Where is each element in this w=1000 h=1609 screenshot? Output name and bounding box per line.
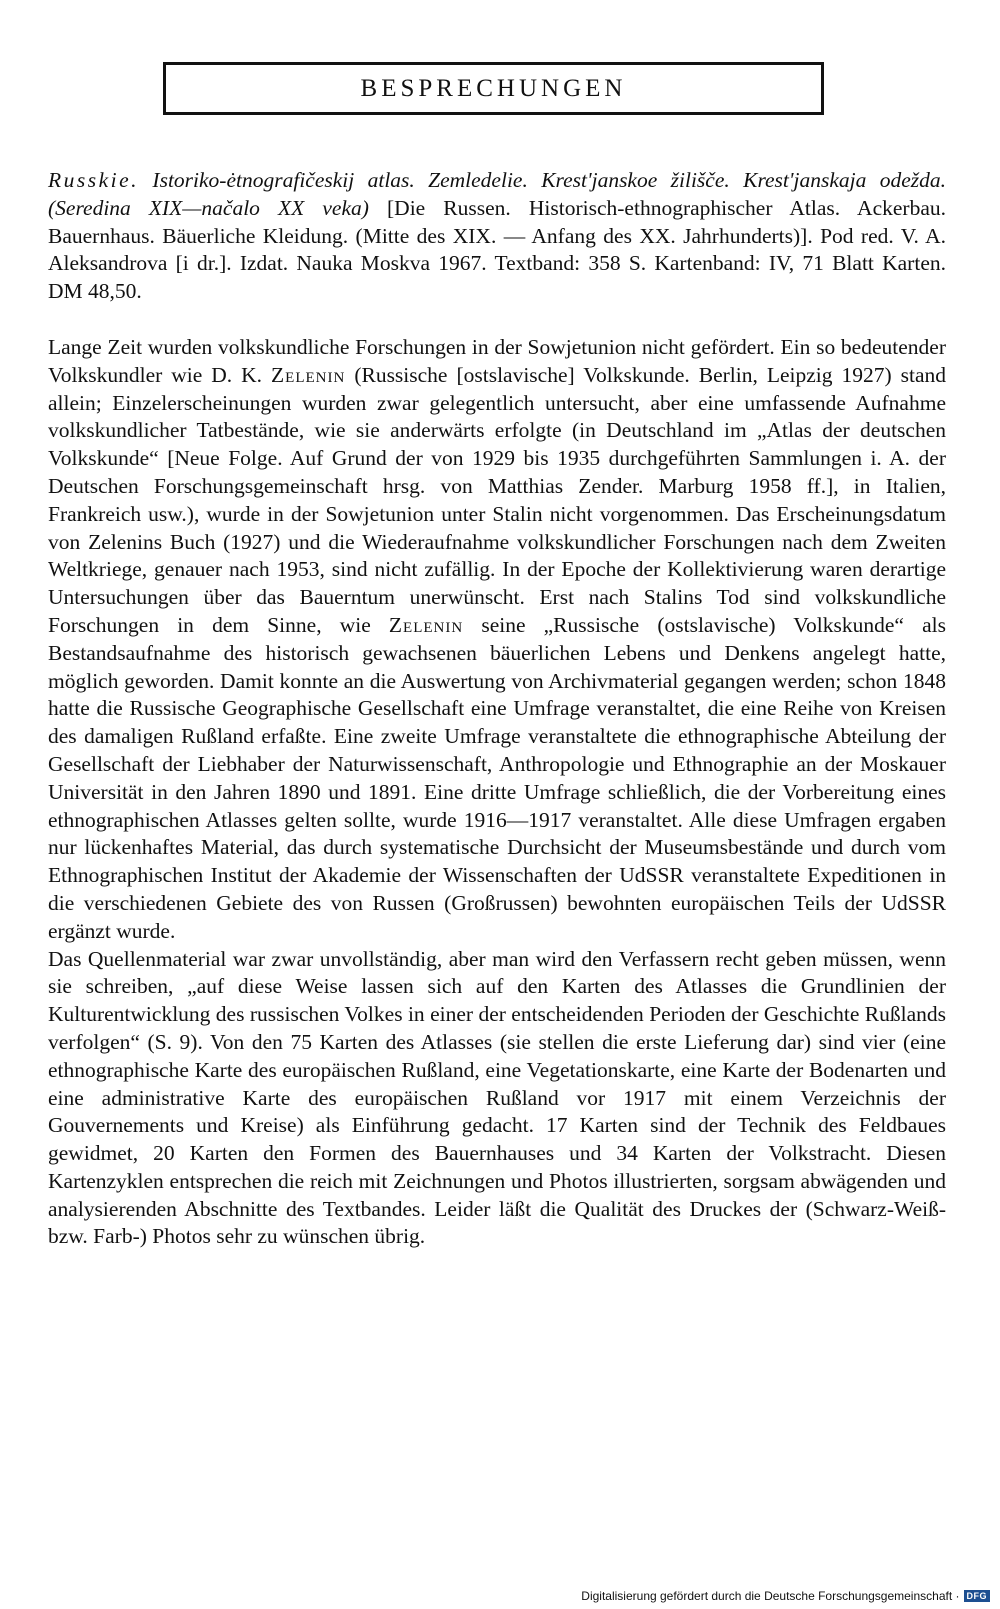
paragraph-2-text: Das Quellenmaterial war zwar unvollständig, aber man wird den Verfassern recht geben müssen, wenn sie schreiben, „auf diese Weise lassen sich auf den Karten des Atlasses die Grundlinien der Kulturentwicklung des russischen Volkes in einer der entscheidenden Perioden der Geschichte Rußlands verfolgen“ (S. 9). Von den 75 Karten des Atlasses (sie stellen die erste Lieferung dar) sind vier (eine ethnographische Karte des europäischen Rußland, eine Vegetationskarte, eine Karte der Bodenarten und eine administrative Karte des europäischen Rußland vor 1917 mit einem Verzeichnis der Gouvernements und Kreise) als Einführung gedacht. 17 Karten sind der Technik des Feldbaues gewidmet, 20 Karten den Formen des Bauernhauses und 34 Karten der Volkstracht. Diesen Kartenzyklen entsprechen die reich mit Zeichnungen und Photos illustrierten, sorgsam abwägenden und analysierenden Abschnitte des Textbandes. Leider läßt die Qualität des Druckes der (Schwarz-Weiß- bzw. Farb-) Photos sehr zu wünschen übrig.	[48, 946, 946, 1249]
section-header-box	[163, 62, 824, 115]
book-citation	[48, 167, 946, 306]
paragraph-1-part-b: (Russische [ostslavische] Volkskunde. Berlin, Leipzig 1927) stand allein; Einzelerscheinungen wurden zwar gelegentlich untersucht, aber eine umfassende Aufnahme volkskundlicher Tatbestände, wie sie anderwärts erfolgte (in Deutschland im „Atlas der deutschen Volkskunde“ [Neue Folge. Auf Grund der von 1929 bis 1935 durchgeführten Sammlungen i. A. der Deutschen Forschungsgemeinschaft hrsg. von Matthias Zender. Marburg 1958 ff.], in Italien, Frankreich usw.), wurde in der Sowjetunion unter Stalin nicht vorgenommen. Das Erscheinungsdatum von Zelenins Buch (1927) und die Wiederaufnahme volkskundlicher Forschungen nach dem Zweiten Weltkriege, genauer nach 1953, sind nicht zufällig. In der Epoche der Kollektivierung waren derartige Untersuchungen über das Bauerntum unerwünscht. Erst nach Stalins Tod sind volkskundliche Forschungen in dem Sinne, wie	[48, 362, 947, 637]
dfg-logo: DFG	[964, 1590, 991, 1602]
section-title: BESPRECHUNGEN	[360, 74, 627, 102]
footer-credit-text: Digitalisierung gefördert durch die Deutsche Forschungsgemeinschaft ·	[581, 1589, 960, 1603]
digitization-footer	[581, 1589, 990, 1603]
citation-title: Istoriko-ėtnografičeskij atlas. Zemledelie. Krest'janskoe žilišče. Krest'janskaja odežda. (Seredina XIX—načalo XX veka)	[48, 168, 946, 220]
review-content	[48, 167, 946, 1251]
citation-details: [Die Russen. Historisch-ethnographischer Atlas. Ackerbau. Bauernhaus. Bäuerliche Kleidung. (Mitte des XIX. — Anfang des XX. Jahrhunderts)]. Pod red. V. A. Aleksandrova [i dr.]. Izdat. Nauka Moskva 1967. Textband: 358 S. Kartenband: IV, 71 Blatt Karten. DM 48,50.	[48, 195, 946, 304]
author-name-zelenin-2: Zelenin	[388, 612, 464, 637]
paragraph-1-part-c: seine „Russische (ostslavische) Volkskunde“ als Bestandsaufnahme des historisch gewachsenen bäuerlichen Lebens und Denkens angelegt hatte, möglich geworden. Damit konnte an die Auswertung von Archivmaterial gegangen werden; schon 1848 hatte die Russische Geographische Gesellschaft eine Umfrage veranstaltet, die eine Reihe von Kreisen des damaligen Rußland erfaßte. Eine zweite Umfrage veranstaltete die ethnographische Abteilung der Gesellschaft der Liebhaber der Naturwissenschaft, Anthropologie und Ethnographie an der Moskauer Universität in den Jahren 1890 und 1891. Eine dritte Umfrage schließlich, die der Vorbereitung eines ethnographischen Atlasses gelten sollte, wurde 1916—1917 veranstaltet. Alle diese Umfragen ergaben nur lückenhaftes Material, das durch systematische Durchsicht der Museumsbestände und durch vom Ethnographischen Institut der Akademie der Wissenschaften der UdSSR veranstaltete Expeditionen in die verschiedenen Gebiete des von Russen (Großrussen) bewohnten europäischen Teils der UdSSR ergänzt wurde.	[48, 612, 946, 943]
author-name-zelenin: Zelenin	[271, 362, 346, 387]
review-paragraph-2	[48, 946, 946, 1252]
review-paragraph-1	[48, 334, 946, 946]
paragraph-1-part-a: Lange Zeit wurden volkskundliche Forschungen in der Sowjetunion nicht gefördert. Ein so bedeutender Volkskundler wie D. K.	[48, 334, 946, 387]
citation-author: Russkie.	[48, 168, 140, 192]
